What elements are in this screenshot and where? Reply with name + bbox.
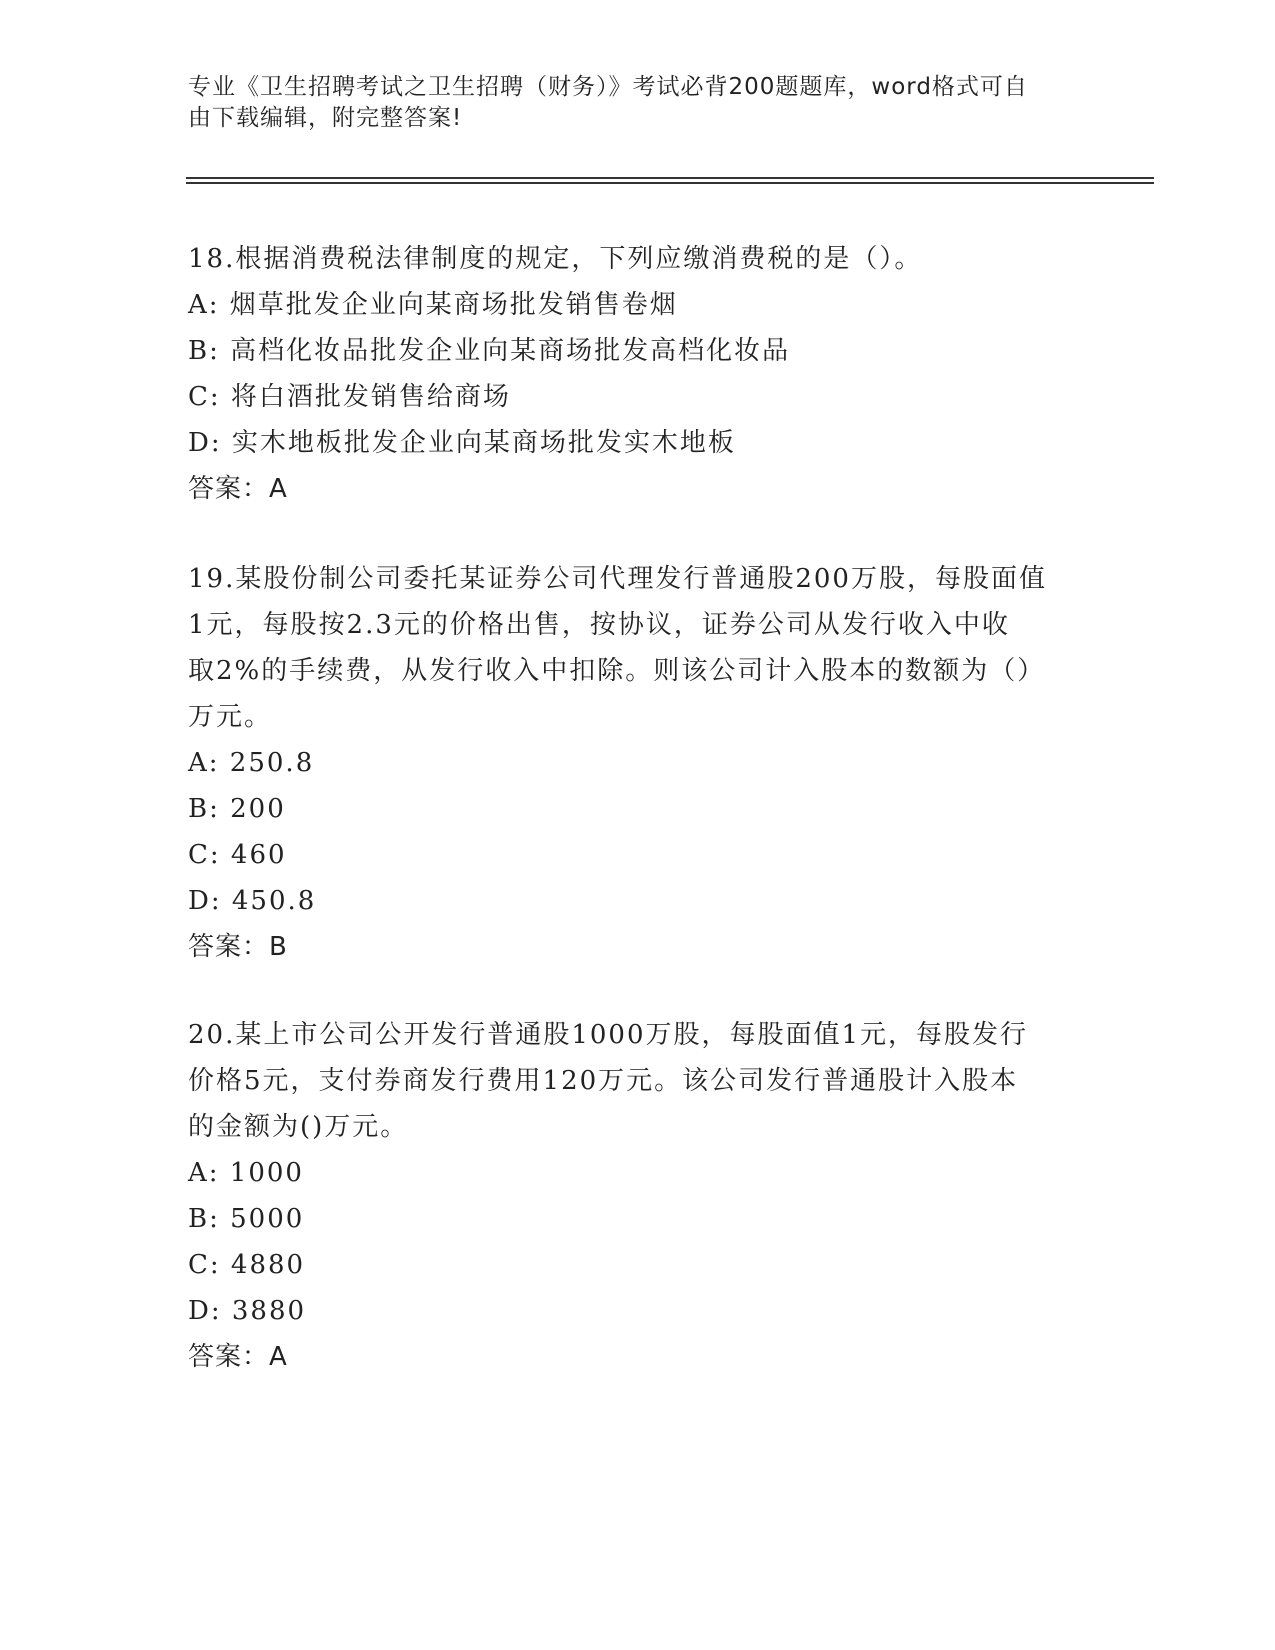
question-19 <box>188 556 1088 970</box>
document-header <box>188 72 1068 134</box>
header-divider-bottom <box>186 182 1154 184</box>
option-a: A: 250.8 <box>188 748 315 778</box>
question-stem: 18.根据消费税法律制度的规定，下列应缴消费税的是（）。 <box>188 244 923 274</box>
question-stem-line-2: 1元，每股按2.3元的价格出售，按协议，证券公司从发行收入中收 <box>188 610 1010 640</box>
option-c: C: 4880 <box>188 1250 306 1280</box>
option-d: D: 450.8 <box>188 886 317 916</box>
option-d: D: 实木地板批发企业向某商场批发实木地板 <box>188 428 736 458</box>
option-c: C: 将白酒批发销售给商场 <box>188 382 511 412</box>
header-line-1: 专业《卫生招聘考试之卫生招聘（财务）》考试必背200题题库，word格式可自 <box>188 74 1028 100</box>
question-stem-line-2: 价格5元，支付券商发行费用120万元。该公司发行普通股计入股本 <box>188 1066 1019 1096</box>
option-b: B: 5000 <box>188 1204 305 1234</box>
answer: 答案：B <box>188 932 288 962</box>
answer: 答案：A <box>188 474 288 504</box>
option-b: B: 高档化妆品批发企业向某商场批发高档化妆品 <box>188 336 791 366</box>
answer: 答案：A <box>188 1342 288 1372</box>
header-line-2: 由下载编辑，附完整答案! <box>188 105 463 131</box>
question-stem-line-1: 19.某股份制公司委托某证券公司代理发行普通股200万股，每股面值 <box>188 564 1047 594</box>
question-20 <box>188 1012 1088 1380</box>
option-a: A: 1000 <box>188 1158 304 1188</box>
option-d: D: 3880 <box>188 1296 307 1326</box>
question-stem-line-4: 万元。 <box>188 702 273 732</box>
question-18 <box>188 236 1088 512</box>
option-c: C: 460 <box>188 840 287 870</box>
option-b: B: 200 <box>188 794 286 824</box>
question-stem-line-3: 取2%的手续费，从发行收入中扣除。则该公司计入股本的数额为（） <box>188 656 1046 686</box>
header-divider-top <box>186 177 1154 179</box>
option-a: A: 烟草批发企业向某商场批发销售卷烟 <box>188 290 678 320</box>
question-stem-line-3: 的金额为()万元。 <box>188 1112 409 1142</box>
question-stem-line-1: 20.某上市公司公开发行普通股1000万股，每股面值1元，每股发行 <box>188 1020 1029 1050</box>
